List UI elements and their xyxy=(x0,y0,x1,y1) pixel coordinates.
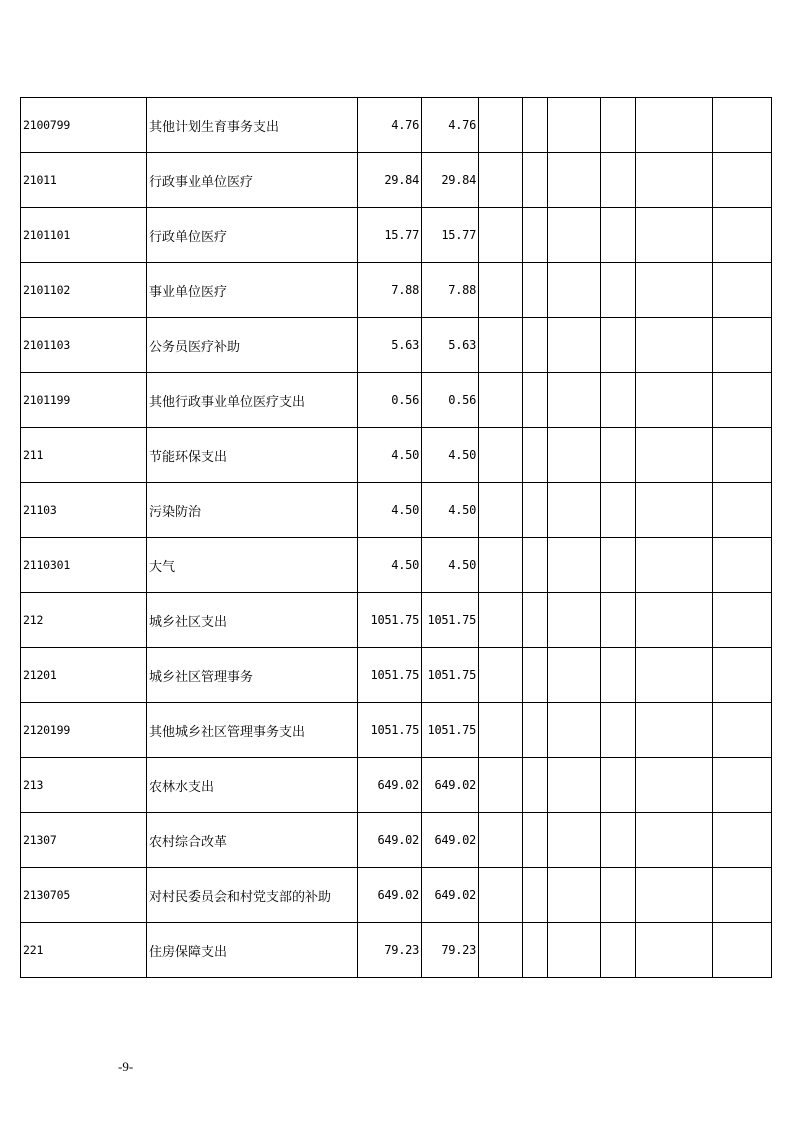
cell-name: 行政事业单位医疗 xyxy=(147,153,358,208)
cell-basic: 4.76 xyxy=(422,98,479,153)
cell-basic: 4.50 xyxy=(422,538,479,593)
cell-empty xyxy=(636,373,713,428)
cell-empty xyxy=(713,538,772,593)
cell-empty xyxy=(713,428,772,483)
cell-total: 1051.75 xyxy=(358,648,422,703)
cell-empty xyxy=(601,538,636,593)
cell-empty xyxy=(601,483,636,538)
cell-empty xyxy=(479,428,523,483)
cell-empty xyxy=(548,538,601,593)
cell-empty xyxy=(713,648,772,703)
cell-empty xyxy=(548,153,601,208)
cell-total: 649.02 xyxy=(358,868,422,923)
cell-empty xyxy=(713,318,772,373)
table-row xyxy=(21,593,772,648)
cell-empty xyxy=(636,153,713,208)
cell-code: 21307 xyxy=(21,813,147,868)
cell-total: 649.02 xyxy=(358,758,422,813)
cell-empty xyxy=(523,98,548,153)
table-row xyxy=(21,703,772,758)
cell-total: 29.84 xyxy=(358,153,422,208)
table-row xyxy=(21,923,772,978)
cell-code: 212 xyxy=(21,593,147,648)
cell-empty xyxy=(479,538,523,593)
cell-code: 21201 xyxy=(21,648,147,703)
cell-basic: 4.50 xyxy=(422,428,479,483)
cell-name: 行政单位医疗 xyxy=(147,208,358,263)
cell-basic: 15.77 xyxy=(422,208,479,263)
cell-empty xyxy=(523,153,548,208)
cell-empty xyxy=(548,923,601,978)
cell-code: 21011 xyxy=(21,153,147,208)
cell-empty xyxy=(601,703,636,758)
cell-empty xyxy=(636,208,713,263)
cell-total: 649.02 xyxy=(358,813,422,868)
table-body xyxy=(21,98,772,978)
cell-basic: 1051.75 xyxy=(422,648,479,703)
cell-name: 大气 xyxy=(147,538,358,593)
cell-total: 5.63 xyxy=(358,318,422,373)
cell-empty xyxy=(548,208,601,263)
cell-empty xyxy=(713,923,772,978)
cell-code: 2101199 xyxy=(21,373,147,428)
cell-empty xyxy=(479,98,523,153)
cell-empty xyxy=(523,263,548,318)
cell-empty xyxy=(479,153,523,208)
cell-empty xyxy=(479,758,523,813)
cell-empty xyxy=(601,428,636,483)
cell-name: 其他城乡社区管理事务支出 xyxy=(147,703,358,758)
cell-empty xyxy=(523,593,548,648)
cell-empty xyxy=(548,263,601,318)
table-row xyxy=(21,868,772,923)
cell-name: 城乡社区管理事务 xyxy=(147,648,358,703)
cell-code: 211 xyxy=(21,428,147,483)
cell-empty xyxy=(523,868,548,923)
cell-name: 城乡社区支出 xyxy=(147,593,358,648)
cell-basic: 649.02 xyxy=(422,868,479,923)
cell-empty xyxy=(523,758,548,813)
table-row xyxy=(21,208,772,263)
cell-empty xyxy=(636,703,713,758)
cell-empty xyxy=(548,428,601,483)
cell-total: 4.76 xyxy=(358,98,422,153)
cell-empty xyxy=(636,868,713,923)
cell-empty xyxy=(601,648,636,703)
cell-empty xyxy=(523,923,548,978)
cell-empty xyxy=(601,813,636,868)
cell-code: 2101103 xyxy=(21,318,147,373)
cell-total: 15.77 xyxy=(358,208,422,263)
cell-empty xyxy=(636,263,713,318)
cell-empty xyxy=(636,538,713,593)
cell-empty xyxy=(548,758,601,813)
cell-name: 其他行政事业单位医疗支出 xyxy=(147,373,358,428)
cell-empty xyxy=(548,593,601,648)
cell-name: 事业单位医疗 xyxy=(147,263,358,318)
cell-empty xyxy=(601,208,636,263)
cell-empty xyxy=(636,648,713,703)
cell-empty xyxy=(548,483,601,538)
cell-empty xyxy=(601,593,636,648)
cell-empty xyxy=(548,373,601,428)
cell-basic: 0.56 xyxy=(422,373,479,428)
cell-empty xyxy=(601,318,636,373)
cell-empty xyxy=(479,868,523,923)
cell-empty xyxy=(713,208,772,263)
cell-empty xyxy=(548,318,601,373)
cell-empty xyxy=(479,593,523,648)
cell-code: 221 xyxy=(21,923,147,978)
cell-empty xyxy=(713,263,772,318)
cell-basic: 5.63 xyxy=(422,318,479,373)
cell-total: 7.88 xyxy=(358,263,422,318)
cell-empty xyxy=(713,483,772,538)
cell-basic: 4.50 xyxy=(422,483,479,538)
cell-total: 4.50 xyxy=(358,538,422,593)
cell-total: 1051.75 xyxy=(358,593,422,648)
cell-empty xyxy=(713,153,772,208)
cell-empty xyxy=(636,813,713,868)
cell-empty xyxy=(713,373,772,428)
cell-name: 污染防治 xyxy=(147,483,358,538)
cell-code: 2100799 xyxy=(21,98,147,153)
cell-empty xyxy=(548,703,601,758)
cell-basic: 649.02 xyxy=(422,758,479,813)
cell-code: 213 xyxy=(21,758,147,813)
cell-empty xyxy=(523,483,548,538)
cell-empty xyxy=(601,263,636,318)
cell-total: 1051.75 xyxy=(358,703,422,758)
cell-basic: 1051.75 xyxy=(422,703,479,758)
table-row xyxy=(21,538,772,593)
cell-total: 0.56 xyxy=(358,373,422,428)
cell-code: 2110301 xyxy=(21,538,147,593)
cell-empty xyxy=(548,648,601,703)
cell-code: 2120199 xyxy=(21,703,147,758)
cell-empty xyxy=(523,813,548,868)
cell-empty xyxy=(636,318,713,373)
table-row xyxy=(21,758,772,813)
cell-empty xyxy=(601,868,636,923)
cell-basic: 79.23 xyxy=(422,923,479,978)
cell-code: 2101101 xyxy=(21,208,147,263)
cell-empty xyxy=(523,208,548,263)
cell-name: 农村综合改革 xyxy=(147,813,358,868)
table-row xyxy=(21,648,772,703)
cell-empty xyxy=(636,758,713,813)
cell-empty xyxy=(479,648,523,703)
table-row xyxy=(21,263,772,318)
cell-empty xyxy=(713,98,772,153)
cell-basic: 7.88 xyxy=(422,263,479,318)
cell-code: 2101102 xyxy=(21,263,147,318)
cell-empty xyxy=(523,538,548,593)
cell-empty xyxy=(601,923,636,978)
cell-empty xyxy=(479,703,523,758)
cell-empty xyxy=(713,868,772,923)
cell-empty xyxy=(523,373,548,428)
cell-empty xyxy=(713,813,772,868)
cell-name: 住房保障支出 xyxy=(147,923,358,978)
cell-empty xyxy=(479,318,523,373)
cell-basic: 1051.75 xyxy=(422,593,479,648)
table-row xyxy=(21,813,772,868)
cell-empty xyxy=(479,373,523,428)
cell-basic: 649.02 xyxy=(422,813,479,868)
cell-empty xyxy=(713,758,772,813)
cell-empty xyxy=(479,483,523,538)
cell-name: 对村民委员会和村党支部的补助 xyxy=(147,868,358,923)
cell-empty xyxy=(479,923,523,978)
cell-empty xyxy=(523,703,548,758)
cell-empty xyxy=(636,483,713,538)
cell-empty xyxy=(479,208,523,263)
cell-empty xyxy=(713,703,772,758)
cell-empty xyxy=(479,813,523,868)
cell-empty xyxy=(636,428,713,483)
cell-empty xyxy=(523,428,548,483)
cell-code: 2130705 xyxy=(21,868,147,923)
table-row xyxy=(21,483,772,538)
cell-empty xyxy=(601,758,636,813)
cell-code: 21103 xyxy=(21,483,147,538)
cell-name: 农林水支出 xyxy=(147,758,358,813)
cell-name: 节能环保支出 xyxy=(147,428,358,483)
cell-empty xyxy=(523,648,548,703)
budget-table xyxy=(20,97,772,978)
cell-empty xyxy=(548,98,601,153)
table-row xyxy=(21,153,772,208)
page-number: -9- xyxy=(118,1059,134,1074)
cell-empty xyxy=(713,593,772,648)
table-row xyxy=(21,428,772,483)
cell-empty xyxy=(601,153,636,208)
cell-total: 4.50 xyxy=(358,428,422,483)
cell-empty xyxy=(636,593,713,648)
cell-empty xyxy=(636,98,713,153)
cell-empty xyxy=(523,318,548,373)
table-row xyxy=(21,98,772,153)
table-row xyxy=(21,373,772,428)
cell-basic: 29.84 xyxy=(422,153,479,208)
cell-empty xyxy=(601,373,636,428)
cell-empty xyxy=(548,813,601,868)
cell-name: 其他计划生育事务支出 xyxy=(147,98,358,153)
table-row xyxy=(21,318,772,373)
cell-total: 4.50 xyxy=(358,483,422,538)
cell-empty xyxy=(636,923,713,978)
cell-empty xyxy=(479,263,523,318)
cell-total: 79.23 xyxy=(358,923,422,978)
cell-name: 公务员医疗补助 xyxy=(147,318,358,373)
cell-empty xyxy=(548,868,601,923)
cell-empty xyxy=(601,98,636,153)
